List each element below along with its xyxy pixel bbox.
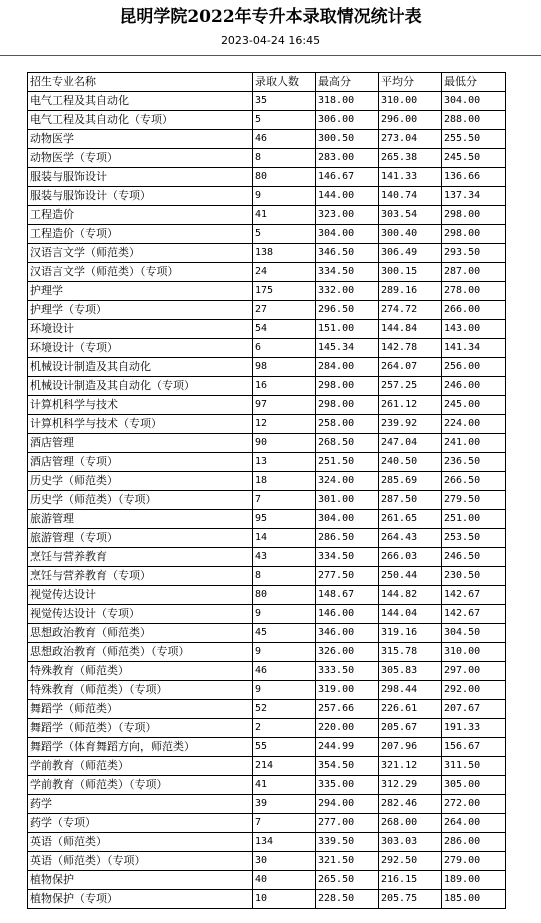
table-row — [28, 149, 506, 168]
table-row — [28, 92, 506, 111]
cell-major: 烹饪与营养教育（专项） — [28, 567, 253, 586]
table-row — [28, 852, 506, 871]
cell-min-score: 245.00 — [442, 396, 506, 415]
header-admitted: 录取人数 — [253, 73, 316, 92]
cell-admitted: 90 — [253, 434, 316, 453]
table-row — [28, 358, 506, 377]
cell-admitted: 9 — [253, 643, 316, 662]
cell-max-score: 335.00 — [316, 776, 379, 795]
cell-avg-score: 264.43 — [379, 529, 442, 548]
cell-avg-score: 144.82 — [379, 586, 442, 605]
cell-major: 护理学 — [28, 282, 253, 301]
cell-major: 机械设计制造及其自动化 — [28, 358, 253, 377]
cell-admitted: 55 — [253, 738, 316, 757]
cell-max-score: 339.50 — [316, 833, 379, 852]
table-row — [28, 586, 506, 605]
cell-avg-score: 264.07 — [379, 358, 442, 377]
cell-max-score: 326.00 — [316, 643, 379, 662]
cell-min-score: 224.00 — [442, 415, 506, 434]
cell-min-score: 246.00 — [442, 377, 506, 396]
cell-avg-score: 257.25 — [379, 377, 442, 396]
cell-min-score: 293.50 — [442, 244, 506, 263]
cell-admitted: 40 — [253, 871, 316, 890]
divider — [0, 55, 541, 56]
table-row — [28, 434, 506, 453]
table-row — [28, 396, 506, 415]
table-row — [28, 282, 506, 301]
cell-major: 烹饪与营养教育 — [28, 548, 253, 567]
cell-major: 汉语言文学（师范类）（专项） — [28, 263, 253, 282]
cell-major: 酒店管理 — [28, 434, 253, 453]
cell-min-score: 266.00 — [442, 301, 506, 320]
cell-avg-score: 247.04 — [379, 434, 442, 453]
cell-avg-score: 216.15 — [379, 871, 442, 890]
table-row — [28, 738, 506, 757]
cell-major: 计算机科学与技术 — [28, 396, 253, 415]
cell-max-score: 319.00 — [316, 681, 379, 700]
cell-admitted: 13 — [253, 453, 316, 472]
cell-max-score: 354.50 — [316, 757, 379, 776]
cell-min-score: 288.00 — [442, 111, 506, 130]
table-row — [28, 567, 506, 586]
table-row — [28, 130, 506, 149]
cell-avg-score: 144.04 — [379, 605, 442, 624]
cell-max-score: 298.00 — [316, 396, 379, 415]
cell-major: 思想政治教育（师范类）（专项） — [28, 643, 253, 662]
cell-admitted: 41 — [253, 206, 316, 225]
table-header-row — [28, 73, 506, 92]
cell-admitted: 27 — [253, 301, 316, 320]
cell-avg-score: 142.78 — [379, 339, 442, 358]
cell-min-score: 279.50 — [442, 491, 506, 510]
cell-admitted: 52 — [253, 700, 316, 719]
cell-avg-score: 205.75 — [379, 890, 442, 909]
cell-max-score: 286.50 — [316, 529, 379, 548]
cell-major: 酒店管理（专项） — [28, 453, 253, 472]
cell-avg-score: 274.72 — [379, 301, 442, 320]
cell-admitted: 8 — [253, 149, 316, 168]
cell-admitted: 39 — [253, 795, 316, 814]
cell-max-score: 277.50 — [316, 567, 379, 586]
cell-major: 药学（专项） — [28, 814, 253, 833]
header-min-score: 最低分 — [442, 73, 506, 92]
table-row — [28, 681, 506, 700]
cell-admitted: 214 — [253, 757, 316, 776]
cell-min-score: 264.00 — [442, 814, 506, 833]
cell-admitted: 95 — [253, 510, 316, 529]
cell-max-score: 148.67 — [316, 586, 379, 605]
cell-min-score: 251.00 — [442, 510, 506, 529]
cell-admitted: 9 — [253, 605, 316, 624]
cell-major: 学前教育（师范类） — [28, 757, 253, 776]
table-row — [28, 377, 506, 396]
cell-major: 护理学（专项） — [28, 301, 253, 320]
cell-max-score: 346.00 — [316, 624, 379, 643]
cell-max-score: 258.00 — [316, 415, 379, 434]
timestamp: 2023-04-24 16:45 — [220, 34, 321, 47]
cell-admitted: 10 — [253, 890, 316, 909]
cell-major: 机械设计制造及其自动化（专项） — [28, 377, 253, 396]
cell-avg-score: 319.16 — [379, 624, 442, 643]
cell-min-score: 156.67 — [442, 738, 506, 757]
cell-admitted: 97 — [253, 396, 316, 415]
cell-admitted: 18 — [253, 472, 316, 491]
cell-admitted: 41 — [253, 776, 316, 795]
cell-major: 服装与服饰设计（专项） — [28, 187, 253, 206]
cell-avg-score: 205.67 — [379, 719, 442, 738]
cell-avg-score: 321.12 — [379, 757, 442, 776]
table-row — [28, 890, 506, 909]
table-row — [28, 206, 506, 225]
cell-avg-score: 226.61 — [379, 700, 442, 719]
cell-min-score: 310.00 — [442, 643, 506, 662]
table-row — [28, 453, 506, 472]
table-row — [28, 795, 506, 814]
cell-max-score: 268.50 — [316, 434, 379, 453]
cell-admitted: 5 — [253, 225, 316, 244]
cell-max-score: 284.00 — [316, 358, 379, 377]
cell-min-score: 191.33 — [442, 719, 506, 738]
table-row — [28, 415, 506, 434]
table-row — [28, 814, 506, 833]
cell-avg-score: 305.83 — [379, 662, 442, 681]
cell-admitted: 16 — [253, 377, 316, 396]
cell-major: 思想政治教育（师范类） — [28, 624, 253, 643]
table-row — [28, 187, 506, 206]
cell-min-score: 304.00 — [442, 92, 506, 111]
cell-admitted: 43 — [253, 548, 316, 567]
cell-max-score: 304.00 — [316, 225, 379, 244]
cell-min-score: 297.00 — [442, 662, 506, 681]
cell-major: 工程造价（专项） — [28, 225, 253, 244]
cell-major: 电气工程及其自动化 — [28, 92, 253, 111]
cell-major: 舞蹈学（体育舞蹈方向，师范类） — [28, 738, 253, 757]
cell-min-score: 141.34 — [442, 339, 506, 358]
table-row — [28, 510, 506, 529]
cell-major: 英语（师范类）（专项） — [28, 852, 253, 871]
cell-admitted: 54 — [253, 320, 316, 339]
table-row — [28, 605, 506, 624]
cell-min-score: 255.50 — [442, 130, 506, 149]
cell-admitted: 98 — [253, 358, 316, 377]
table-row — [28, 263, 506, 282]
table-row — [28, 662, 506, 681]
table-row — [28, 833, 506, 852]
cell-admitted: 7 — [253, 814, 316, 833]
cell-avg-score: 250.44 — [379, 567, 442, 586]
cell-min-score: 272.00 — [442, 795, 506, 814]
cell-major: 电气工程及其自动化（专项） — [28, 111, 253, 130]
cell-avg-score: 140.74 — [379, 187, 442, 206]
table-row — [28, 624, 506, 643]
cell-max-score: 244.99 — [316, 738, 379, 757]
cell-max-score: 323.00 — [316, 206, 379, 225]
cell-avg-score: 312.29 — [379, 776, 442, 795]
cell-major: 环境设计 — [28, 320, 253, 339]
cell-major: 动物医学 — [28, 130, 253, 149]
cell-admitted: 24 — [253, 263, 316, 282]
cell-major: 旅游管理 — [28, 510, 253, 529]
cell-major: 历史学（师范类） — [28, 472, 253, 491]
cell-avg-score: 207.96 — [379, 738, 442, 757]
cell-avg-score: 144.84 — [379, 320, 442, 339]
cell-admitted: 35 — [253, 92, 316, 111]
cell-admitted: 12 — [253, 415, 316, 434]
cell-major: 动物医学（专项） — [28, 149, 253, 168]
cell-major: 英语（师范类） — [28, 833, 253, 852]
cell-min-score: 266.50 — [442, 472, 506, 491]
cell-avg-score: 261.12 — [379, 396, 442, 415]
table-row — [28, 700, 506, 719]
cell-avg-score: 300.15 — [379, 263, 442, 282]
cell-max-score: 300.50 — [316, 130, 379, 149]
cell-avg-score: 296.00 — [379, 111, 442, 130]
cell-major: 视觉传达设计（专项） — [28, 605, 253, 624]
cell-max-score: 144.00 — [316, 187, 379, 206]
cell-max-score: 251.50 — [316, 453, 379, 472]
cell-avg-score: 303.54 — [379, 206, 442, 225]
cell-max-score: 151.00 — [316, 320, 379, 339]
cell-admitted: 14 — [253, 529, 316, 548]
cell-max-score: 321.50 — [316, 852, 379, 871]
table-row — [28, 111, 506, 130]
cell-major: 药学 — [28, 795, 253, 814]
cell-avg-score: 273.04 — [379, 130, 442, 149]
cell-avg-score: 298.44 — [379, 681, 442, 700]
header-avg-score: 平均分 — [379, 73, 442, 92]
cell-max-score: 146.67 — [316, 168, 379, 187]
cell-min-score: 143.00 — [442, 320, 506, 339]
cell-admitted: 46 — [253, 662, 316, 681]
cell-admitted: 134 — [253, 833, 316, 852]
cell-avg-score: 285.69 — [379, 472, 442, 491]
cell-avg-score: 303.03 — [379, 833, 442, 852]
cell-max-score: 257.66 — [316, 700, 379, 719]
cell-major: 特殊教育（师范类） — [28, 662, 253, 681]
cell-avg-score: 292.50 — [379, 852, 442, 871]
cell-avg-score: 141.33 — [379, 168, 442, 187]
cell-min-score: 286.00 — [442, 833, 506, 852]
table-row — [28, 871, 506, 890]
cell-max-score: 145.34 — [316, 339, 379, 358]
header-major: 招生专业名称 — [28, 73, 253, 92]
cell-avg-score: 310.00 — [379, 92, 442, 111]
cell-admitted: 8 — [253, 567, 316, 586]
page-title: 昆明学院2022年专升本录取情况统计表 — [119, 7, 422, 27]
table-row — [28, 719, 506, 738]
cell-admitted: 5 — [253, 111, 316, 130]
cell-max-score: 283.00 — [316, 149, 379, 168]
cell-avg-score: 315.78 — [379, 643, 442, 662]
cell-avg-score: 306.49 — [379, 244, 442, 263]
cell-min-score: 305.00 — [442, 776, 506, 795]
cell-min-score: 298.00 — [442, 225, 506, 244]
cell-major: 学前教育（师范类）（专项） — [28, 776, 253, 795]
cell-min-score: 137.34 — [442, 187, 506, 206]
cell-admitted: 80 — [253, 168, 316, 187]
header-max-score: 最高分 — [316, 73, 379, 92]
cell-major: 工程造价 — [28, 206, 253, 225]
cell-min-score: 253.50 — [442, 529, 506, 548]
cell-admitted: 175 — [253, 282, 316, 301]
cell-min-score: 256.00 — [442, 358, 506, 377]
cell-admitted: 138 — [253, 244, 316, 263]
cell-avg-score: 268.00 — [379, 814, 442, 833]
cell-major: 视觉传达设计 — [28, 586, 253, 605]
cell-major: 历史学（师范类）（专项） — [28, 491, 253, 510]
cell-min-score: 292.00 — [442, 681, 506, 700]
cell-max-score: 324.00 — [316, 472, 379, 491]
table-row — [28, 548, 506, 567]
cell-min-score: 207.67 — [442, 700, 506, 719]
table-row — [28, 757, 506, 776]
cell-max-score: 220.00 — [316, 719, 379, 738]
cell-max-score: 301.00 — [316, 491, 379, 510]
cell-admitted: 2 — [253, 719, 316, 738]
table-row — [28, 491, 506, 510]
cell-min-score: 245.50 — [442, 149, 506, 168]
cell-min-score: 142.67 — [442, 605, 506, 624]
cell-avg-score: 282.46 — [379, 795, 442, 814]
cell-admitted: 9 — [253, 187, 316, 206]
cell-min-score: 189.00 — [442, 871, 506, 890]
cell-max-score: 277.00 — [316, 814, 379, 833]
table-row — [28, 301, 506, 320]
cell-min-score: 279.00 — [442, 852, 506, 871]
cell-max-score: 294.00 — [316, 795, 379, 814]
cell-major: 环境设计（专项） — [28, 339, 253, 358]
cell-admitted: 30 — [253, 852, 316, 871]
cell-max-score: 304.00 — [316, 510, 379, 529]
admission-table — [27, 72, 506, 909]
cell-admitted: 80 — [253, 586, 316, 605]
table-row — [28, 168, 506, 187]
table-row — [28, 776, 506, 795]
cell-min-score: 185.00 — [442, 890, 506, 909]
cell-max-score: 306.00 — [316, 111, 379, 130]
cell-max-score: 146.00 — [316, 605, 379, 624]
table-row — [28, 472, 506, 491]
cell-min-score: 311.50 — [442, 757, 506, 776]
cell-admitted: 6 — [253, 339, 316, 358]
cell-max-score: 318.00 — [316, 92, 379, 111]
cell-major: 舞蹈学（师范类）（专项） — [28, 719, 253, 738]
table-row — [28, 320, 506, 339]
cell-admitted: 9 — [253, 681, 316, 700]
cell-admitted: 45 — [253, 624, 316, 643]
cell-min-score: 236.50 — [442, 453, 506, 472]
cell-min-score: 287.00 — [442, 263, 506, 282]
table-row — [28, 225, 506, 244]
cell-avg-score: 261.65 — [379, 510, 442, 529]
cell-avg-score: 265.38 — [379, 149, 442, 168]
cell-avg-score: 266.03 — [379, 548, 442, 567]
cell-major: 特殊教育（师范类）（专项） — [28, 681, 253, 700]
cell-avg-score: 287.50 — [379, 491, 442, 510]
cell-avg-score: 300.40 — [379, 225, 442, 244]
cell-max-score: 265.50 — [316, 871, 379, 890]
cell-max-score: 334.50 — [316, 548, 379, 567]
cell-max-score: 333.50 — [316, 662, 379, 681]
cell-avg-score: 289.16 — [379, 282, 442, 301]
cell-min-score: 142.67 — [442, 586, 506, 605]
cell-max-score: 228.50 — [316, 890, 379, 909]
cell-admitted: 46 — [253, 130, 316, 149]
cell-min-score: 304.50 — [442, 624, 506, 643]
cell-major: 舞蹈学（师范类） — [28, 700, 253, 719]
cell-major: 汉语言文学（师范类） — [28, 244, 253, 263]
cell-min-score: 278.00 — [442, 282, 506, 301]
cell-major: 计算机科学与技术（专项） — [28, 415, 253, 434]
cell-admitted: 7 — [253, 491, 316, 510]
cell-min-score: 246.50 — [442, 548, 506, 567]
cell-max-score: 296.50 — [316, 301, 379, 320]
cell-major: 服装与服饰设计 — [28, 168, 253, 187]
cell-avg-score: 239.92 — [379, 415, 442, 434]
cell-major: 植物保护（专项） — [28, 890, 253, 909]
table-row — [28, 643, 506, 662]
cell-max-score: 298.00 — [316, 377, 379, 396]
table-row — [28, 339, 506, 358]
cell-max-score: 346.50 — [316, 244, 379, 263]
cell-max-score: 334.50 — [316, 263, 379, 282]
cell-min-score: 136.66 — [442, 168, 506, 187]
table-row — [28, 529, 506, 548]
table-row — [28, 244, 506, 263]
cell-max-score: 332.00 — [316, 282, 379, 301]
cell-major: 旅游管理（专项） — [28, 529, 253, 548]
cell-min-score: 241.00 — [442, 434, 506, 453]
cell-min-score: 298.00 — [442, 206, 506, 225]
cell-min-score: 230.50 — [442, 567, 506, 586]
cell-avg-score: 240.50 — [379, 453, 442, 472]
cell-major: 植物保护 — [28, 871, 253, 890]
